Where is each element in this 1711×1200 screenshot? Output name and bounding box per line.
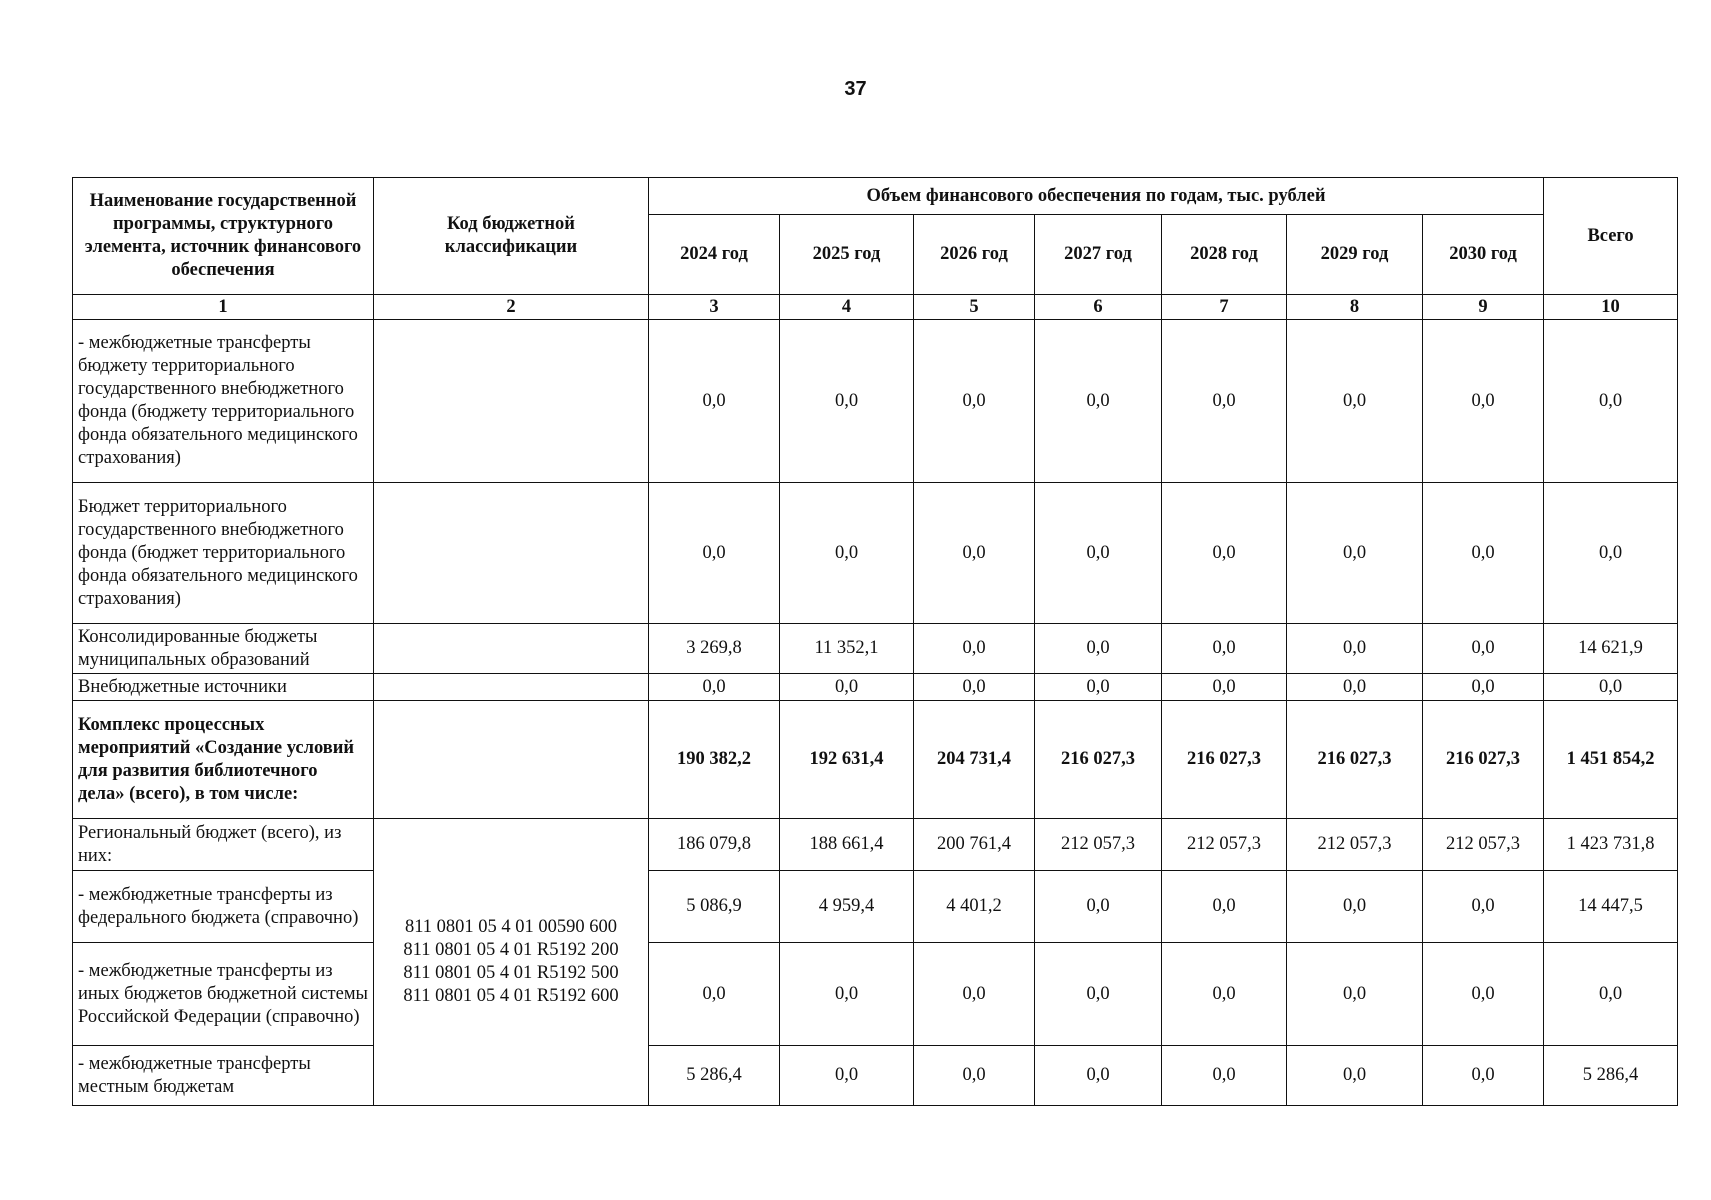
value-2029: 216 027,3: [1287, 701, 1423, 819]
page-number: 37: [844, 78, 867, 100]
value-2025: 0,0: [780, 1046, 914, 1106]
value-2029: 0,0: [1287, 1046, 1423, 1106]
value-2024: 190 382,2: [649, 701, 780, 819]
column-index: 3: [649, 295, 780, 320]
header-year-2029: 2029 год: [1287, 215, 1423, 295]
value-2025: 192 631,4: [780, 701, 914, 819]
column-index: 4: [780, 295, 914, 320]
value-2026: 204 731,4: [914, 701, 1035, 819]
header-year-2027: 2027 год: [1035, 215, 1162, 295]
column-index: 10: [1544, 295, 1678, 320]
value-2028: 0,0: [1162, 943, 1287, 1046]
budget-code: 811 0801 05 4 01 R5192 500: [403, 963, 619, 983]
row-code: [374, 701, 649, 819]
value-2024: 0,0: [649, 943, 780, 1046]
value-2029: 0,0: [1287, 624, 1423, 674]
value-2027: 212 057,3: [1035, 819, 1162, 871]
value-total: 0,0: [1544, 320, 1678, 483]
value-2027: 0,0: [1035, 871, 1162, 943]
budget-code: 811 0801 05 4 01 00590 600: [404, 917, 618, 937]
value-2024: 5 086,9: [649, 871, 780, 943]
row-code: [374, 320, 649, 483]
value-2028: 0,0: [1162, 871, 1287, 943]
value-2026: 0,0: [914, 624, 1035, 674]
table-row: [73, 819, 1678, 871]
value-2028: 216 027,3: [1162, 701, 1287, 819]
table-row: [73, 674, 1678, 701]
value-2029: 212 057,3: [1287, 819, 1423, 871]
row-name: - межбюджетные трансферты бюджету территориального государственного внебюджетного фонда (бюджету территориального фонда обязательного медицинского страхования): [73, 320, 374, 483]
value-2027: 0,0: [1035, 624, 1162, 674]
row-code: [374, 624, 649, 674]
column-index: 6: [1035, 295, 1162, 320]
value-2029: 0,0: [1287, 943, 1423, 1046]
value-2026: 4 401,2: [914, 871, 1035, 943]
value-2024: 0,0: [649, 320, 780, 483]
value-2030: 0,0: [1423, 943, 1544, 1046]
value-2024: 0,0: [649, 483, 780, 624]
value-2027: 0,0: [1035, 483, 1162, 624]
header-name-column: Наименование государственной программы, структурного элемента, источник финансового обеспечения: [73, 178, 374, 295]
column-index: 2: [374, 295, 649, 320]
header-code-column: Код бюджетной классификации: [374, 178, 649, 295]
value-2027: 0,0: [1035, 674, 1162, 701]
row-name: Региональный бюджет (всего), из них:: [73, 819, 374, 871]
table-row: [73, 320, 1678, 483]
value-2026: 0,0: [914, 943, 1035, 1046]
column-index-row: [73, 295, 1678, 320]
table-row: [73, 943, 1678, 1046]
value-2030: 0,0: [1423, 320, 1544, 483]
value-2025: 11 352,1: [780, 624, 914, 674]
value-2028: 0,0: [1162, 674, 1287, 701]
header-year-2026: 2026 год: [914, 215, 1035, 295]
value-2027: 216 027,3: [1035, 701, 1162, 819]
column-index: 9: [1423, 295, 1544, 320]
value-2026: 200 761,4: [914, 819, 1035, 871]
value-total: 0,0: [1544, 674, 1678, 701]
value-2026: 0,0: [914, 1046, 1035, 1106]
header-year-2025: 2025 год: [780, 215, 914, 295]
value-2030: 212 057,3: [1423, 819, 1544, 871]
value-2028: 0,0: [1162, 624, 1287, 674]
row-name: Бюджет территориального государственного внебюджетного фонда (бюджет территориального фонда обязательного медицинского страхования): [73, 483, 374, 624]
value-2029: 0,0: [1287, 483, 1423, 624]
value-2025: 4 959,4: [780, 871, 914, 943]
budget-code: 811 0801 05 4 01 R5192 200: [403, 940, 619, 960]
value-2025: 0,0: [780, 320, 914, 483]
value-2024: 0,0: [649, 674, 780, 701]
value-2025: 0,0: [780, 674, 914, 701]
value-total: 14 621,9: [1544, 624, 1678, 674]
row-name: Консолидированные бюджеты муниципальных образований: [73, 624, 374, 674]
value-2025: 188 661,4: [780, 819, 914, 871]
value-2030: 0,0: [1423, 624, 1544, 674]
row-name: - межбюджетные трансферты из федерального бюджета (справочно): [73, 871, 374, 943]
value-2030: 0,0: [1423, 871, 1544, 943]
value-2028: 212 057,3: [1162, 819, 1287, 871]
row-code: [374, 674, 649, 701]
row-name: - межбюджетные трансферты из иных бюджетов бюджетной системы Российской Федерации (справочно): [73, 943, 374, 1046]
header-total-column: Всего: [1544, 178, 1678, 295]
table-row: [73, 624, 1678, 674]
table-row: [73, 1046, 1678, 1106]
value-2030: 0,0: [1423, 1046, 1544, 1106]
value-2028: 0,0: [1162, 320, 1287, 483]
column-index: 1: [73, 295, 374, 320]
value-total: 1 451 854,2: [1544, 701, 1678, 819]
financing-table: [72, 177, 1678, 1106]
value-2025: 0,0: [780, 483, 914, 624]
value-2029: 0,0: [1287, 871, 1423, 943]
value-2028: 0,0: [1162, 483, 1287, 624]
table-row: [73, 871, 1678, 943]
value-2024: 5 286,4: [649, 1046, 780, 1106]
row-name: Внебюджетные источники: [73, 674, 374, 701]
value-2024: 186 079,8: [649, 819, 780, 871]
value-2027: 0,0: [1035, 320, 1162, 483]
row-code: [374, 483, 649, 624]
value-2029: 0,0: [1287, 320, 1423, 483]
row-name: - межбюджетные трансферты местным бюджетам: [73, 1046, 374, 1106]
value-total: 14 447,5: [1544, 871, 1678, 943]
column-index: 7: [1162, 295, 1287, 320]
value-total: 0,0: [1544, 943, 1678, 1046]
value-2030: 0,0: [1423, 483, 1544, 624]
value-2024: 3 269,8: [649, 624, 780, 674]
value-total: 1 423 731,8: [1544, 819, 1678, 871]
column-index: 8: [1287, 295, 1423, 320]
value-2027: 0,0: [1035, 943, 1162, 1046]
value-total: 5 286,4: [1544, 1046, 1678, 1106]
header-volume-group: Объем финансового обеспечения по годам, тыс. рублей: [649, 178, 1544, 215]
value-2025: 0,0: [780, 943, 914, 1046]
column-index: 5: [914, 295, 1035, 320]
budget-code-cell: [374, 819, 649, 1106]
value-2029: 0,0: [1287, 674, 1423, 701]
header-year-2030: 2030 год: [1423, 215, 1544, 295]
row-name: Комплекс процессных мероприятий «Создание условий для развития библиотечного дела» (всего), в том числе:: [73, 701, 374, 819]
value-2026: 0,0: [914, 483, 1035, 624]
header-year-2024: 2024 год: [649, 215, 780, 295]
header-year-2028: 2028 год: [1162, 215, 1287, 295]
value-2027: 0,0: [1035, 1046, 1162, 1106]
table-row: [73, 701, 1678, 819]
value-2026: 0,0: [914, 320, 1035, 483]
table-row: [73, 483, 1678, 624]
value-total: 0,0: [1544, 483, 1678, 624]
value-2030: 216 027,3: [1423, 701, 1544, 819]
value-2030: 0,0: [1423, 674, 1544, 701]
value-2026: 0,0: [914, 674, 1035, 701]
budget-code: 811 0801 05 4 01 R5192 600: [403, 986, 619, 1006]
value-2028: 0,0: [1162, 1046, 1287, 1106]
